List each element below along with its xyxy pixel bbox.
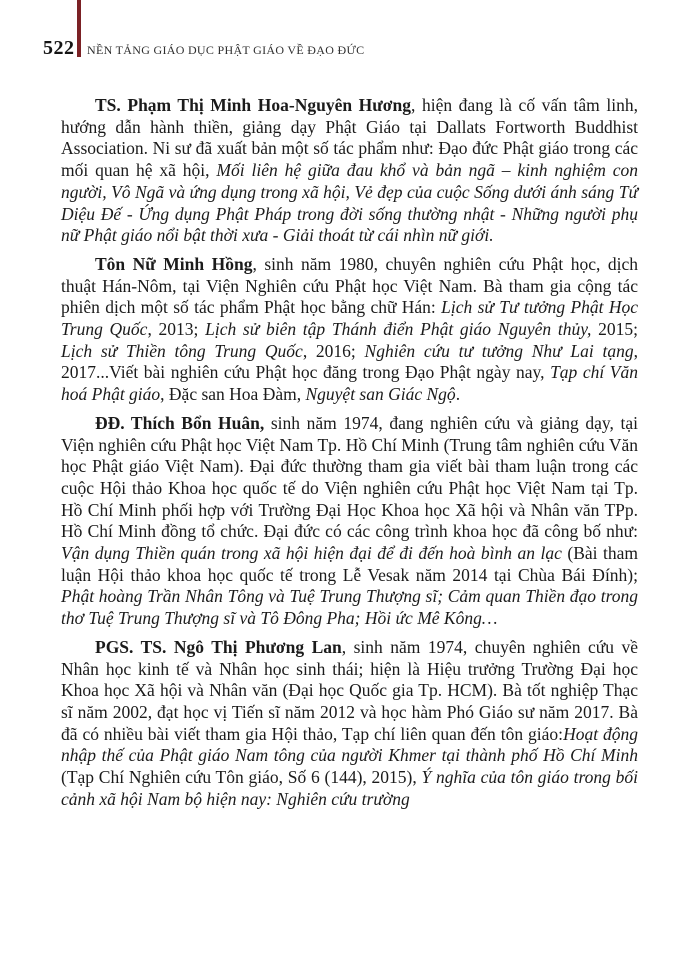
text-run-normal: sinh năm 1974, đang nghiên cứu và giảng dạy, tại Viện nghiên cứu Phật học Việt Nam Tp. Hồ Chí Minh (Trung tâm nghiên cứu Văn học Phật giáo Việt Nam). Đại đức thường tham gia viết bài tham luận trong các cuộc Hội thảo Khoa học quốc tế do Viện nghiên cứu Phật học Việt Nam tại Tp. Hồ Chí Minh phối hợp với Trường Đại Học Khoa học Xã hội và Nhân văn TPp. Hồ Chí Minh đồng tổ chức. Đại đức có các công trình khoa học đã công bố như: (61, 412, 638, 542)
text-run-italic: Lịch sử Tư tưởng Phật Học Trung Quốc (61, 297, 638, 340)
text-run-italic: Mối liên hệ giữa đau khổ và bản ngã – kinh nghiệm con người, Vô Ngã và ứng dụng trong xã hội, Vẻ đẹp của cuộc Sống dưới ánh sáng Tứ Diệu Đế - Ứng dụng Phật Pháp trong đời sống thường nhật - Những người phụ nữ Phật giáo nổi bật thời xưa - Giải thoát từ cái nhìn nữ giới. (61, 160, 638, 246)
text-run-italic: Lịch sử Thiền tông Trung Quốc (61, 340, 303, 361)
header-accent-bar (77, 0, 81, 57)
text-run-italic: Tạp chí Văn hoá Phật giáo (61, 362, 639, 405)
text-run-italic: Nguyệt san Giác Ngộ (305, 384, 456, 405)
text-run-italic: Hoạt động nhập thế của Phật giáo Nam tông của người Khmer tại thành phố Hồ Chí Minh (61, 723, 639, 766)
text-run-italic: Phật hoàng Trần Nhân Tông và Tuệ Trung Thượng sĩ; Cảm quan Thiền đạo trong thơ Tuệ Trung Thượng sĩ và Tô Đông Pha; Hồi ức Mê Kông… (61, 586, 638, 629)
text-run-italic: Lịch sử biên tập Thánh điển Phật giáo Nguyên thủy, (205, 319, 592, 340)
text-run-normal: , 2016; (302, 340, 365, 361)
biography-paragraph (61, 95, 638, 247)
text-run-normal: 2015; (591, 319, 638, 340)
text-run-normal: . (455, 384, 461, 405)
text-run-italic: Nghiên cứu tư tưởng Như Lai tạng (364, 340, 634, 361)
biography-paragraph (61, 254, 638, 406)
running-title: NỀN TẢNG GIÁO DỤC PHẬT GIÁO VỀ ĐẠO ĐỨC (87, 43, 365, 57)
page-number: 522 (43, 37, 75, 59)
text-run-italic: Ý nghĩa của tôn giáo trong bối cảnh xã hội Nam bộ hiện nay: Nghiên cứu trường (61, 767, 638, 809)
text-run-bold: PGS. TS. Ngô Thị Phương Lan (95, 636, 342, 657)
text-run-bold: ĐĐ. Thích Bổn Huân, (95, 412, 265, 433)
text-run-bold: Tôn Nữ Minh Hồng (95, 253, 253, 274)
text-run-normal: , 2017...Viết bài nghiên cứu Phật học đăng trong Đạo Phật ngày nay, (61, 340, 638, 383)
page-body (61, 95, 638, 818)
text-run-normal: (Bài tham luận Hội thảo khoa học quốc tế trong Lễ Vesak năm 2014 tại Chùa Bái Đính); (61, 543, 638, 585)
text-run-italic: Vận dụng Thiền quán trong xã hội hiện đại để đi đến hoà bình an lạc (61, 543, 562, 564)
text-run-normal: , hiện đang là cố vấn tâm linh, hướng dẫn hành thiền, giảng dạy Phật Giáo tại Dallats Fortworth Buddhist Association. Ni sư đã xuất bản một số tác phẩm như: Đạo đức Phật giáo trong các mối quan hệ xã hội, (61, 95, 638, 181)
text-run-normal: , sinh năm 1974, chuyên nghiên cứu về Nhân học kinh tế và Nhân học sinh thái; hiện là Hiệu trưởng Trường Đại học Khoa học Xã hội và Nhân văn (Đại học Quốc gia Tp. HCM). Bà tốt nghiệp Thạc sĩ năm 2002, đạt học vị Tiến sĩ năm 2012 và học hàm Phó Giáo sư năm 2017. Bà đã có nhiều bài viết tham gia Hội thảo, Tạp chí liên quan đến tôn giáo: (61, 636, 638, 744)
text-run-normal: , 2013; (147, 319, 206, 340)
text-run-normal: (Tạp Chí Nghiên cứu Tôn giáo, Số 6 (144), 2015), (61, 767, 422, 788)
biography-paragraph (61, 413, 638, 630)
biography-paragraph (61, 637, 638, 811)
biography-paragraphs (61, 95, 638, 811)
text-run-bold: TS. Phạm Thị Minh Hoa-Nguyên Hương (95, 95, 411, 115)
text-run-normal: , Đặc san Hoa Đàm, (160, 384, 306, 405)
text-run-normal: , sinh năm 1980, chuyên nghiên cứu Phật học, dịch thuật Hán-Nôm, tại Viện Nghiên cứu Phật học Việt Nam. Bà tham gia cộng tác phiên dịch một số tác phẩm Phật học bằng chữ Hán: (61, 253, 639, 318)
